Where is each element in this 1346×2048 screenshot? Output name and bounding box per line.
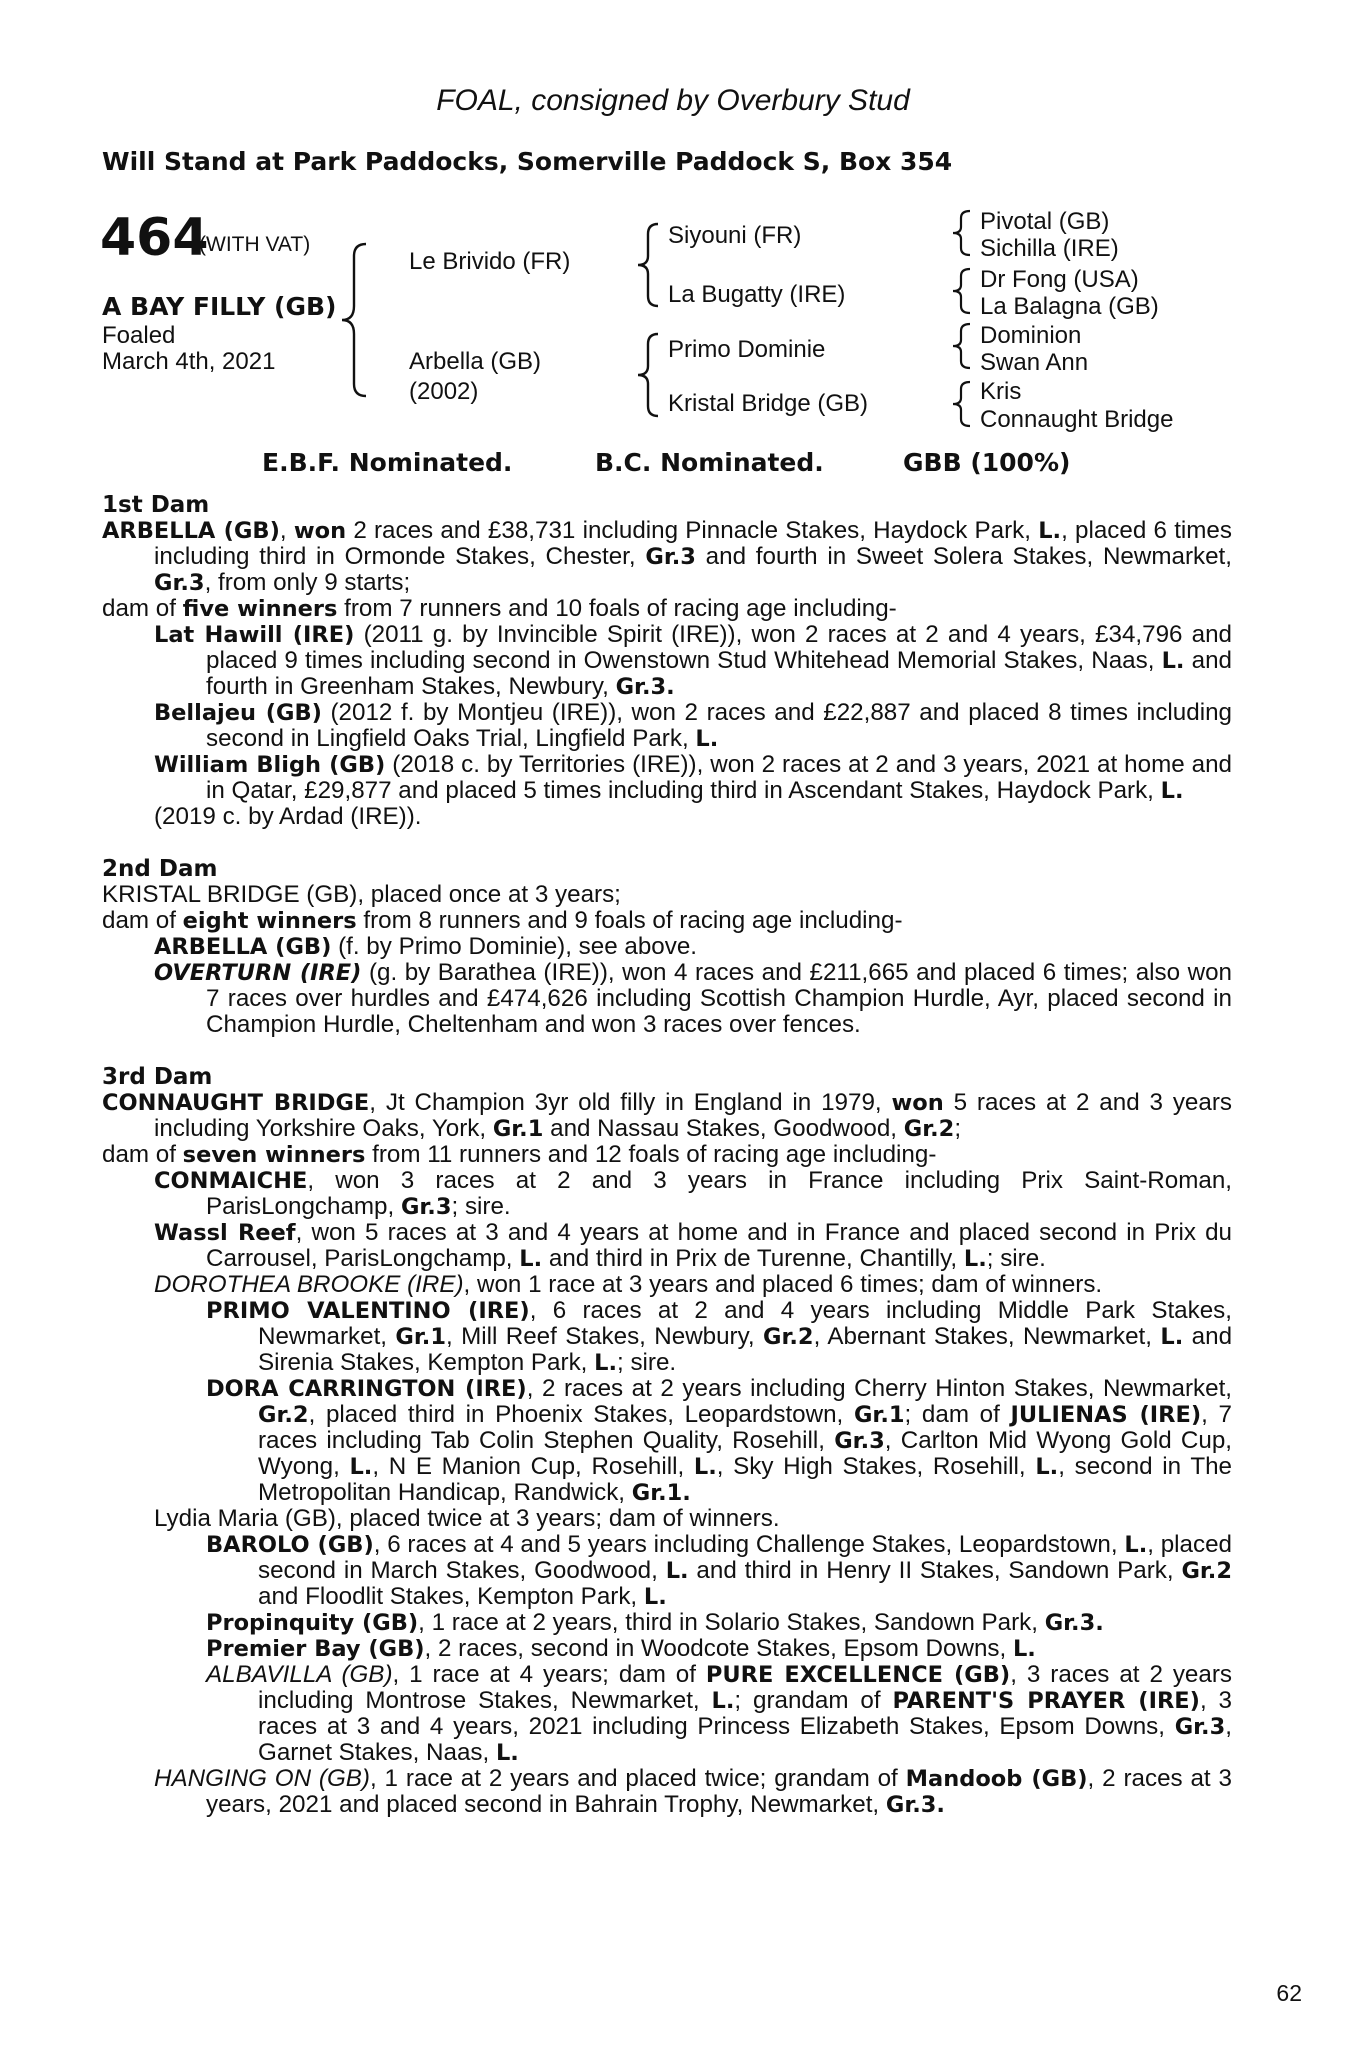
produce-2019-colt: (2019 c. by Ardad (IRE)). <box>154 803 422 830</box>
consignment-line: FOAL, consigned by Overbury Stud <box>436 84 910 117</box>
pedigree-dam: Arbella (GB) <box>409 348 542 375</box>
vat-note: (WITH VAT) <box>199 233 311 256</box>
first-dam-produce-summary: dam of five winners from 7 runners and 10 foals of racing age including- <box>102 595 897 622</box>
nomination-ebf: E.B.F. Nominated. <box>262 448 513 477</box>
produce-albavilla: ALBAVILLA (GB), 1 race at 4 years; dam of PURE EXCELLENCE (GB), 3 races at 2 years including Montrose Stakes, Newmarket, L.; grandam of PARENT'S PRAYER (IRE), 3 races at 3 and 4 years, 2021 including Princess Elizabeth Stakes, Epsom Downs, Gr.3, Garnet Stakes, Naas, L. <box>206 1661 1232 1766</box>
pedigree-sire: Le Brivido (FR) <box>409 248 571 275</box>
stand-location: Will Stand at Park Paddocks, Somerville Paddock S, Box 354 <box>102 147 953 176</box>
third-dam-entry: CONNAUGHT BRIDGE, Jt Champion 3yr old filly in England in 1979, won 5 races at 2 and 3 years including Yorkshire Oaks, York, Gr.1 and Nassau Stakes, Goodwood, Gr.2; <box>102 1089 1232 1142</box>
pedigree-brace-g1 <box>948 208 974 258</box>
catalogue-body <box>102 492 1232 1818</box>
second-dam-produce-summary: dam of eight winners from 8 runners and 9 foals of racing age including- <box>102 907 903 934</box>
produce-lat-hawill: Lat Hawill (IRE) (2011 g. by Invincible Spirit (IRE)), won 2 races at 2 and 4 years, £34,796 and placed 9 times including second in Owenstown Stud Whitehead Memorial Stakes, Naas, L. and fourth in Greenham Stakes, Newbury, Gr.3. <box>154 621 1232 700</box>
pedigree-g5: Dominion <box>980 322 1082 349</box>
pedigree-g2: Sichilla (IRE) <box>980 235 1119 262</box>
horse-title: A BAY FILLY (GB) <box>102 292 337 321</box>
page-number: 62 <box>1276 1980 1302 2006</box>
produce-propinquity: Propinquity (GB), 1 race at 2 years, third in Solario Stakes, Sandown Park, Gr.3. <box>206 1609 1104 1636</box>
third-dam-heading: 3rd Dam <box>102 1064 213 1090</box>
pedigree-brace-g4 <box>948 379 974 429</box>
nomination-bc: B.C. Nominated. <box>595 448 824 477</box>
pedigree-g4: La Balagna (GB) <box>980 293 1159 320</box>
pedigree-brace-dam <box>632 330 662 420</box>
pedigree-g1: Pivotal (GB) <box>980 208 1110 235</box>
pedigree-g6: Swan Ann <box>980 349 1089 376</box>
pedigree-brace-sire <box>632 220 662 310</box>
produce-bellajeu: Bellajeu (GB) (2012 f. by Montjeu (IRE)), won 2 races and £22,887 and placed 8 times including second in Lingfield Oaks Trial, Lingfield Park, L. <box>154 699 1232 752</box>
foaled-label: Foaled <box>102 322 176 349</box>
second-dam-entry: KRISTAL BRIDGE (GB), placed once at 3 years; <box>102 881 621 908</box>
produce-dora-carrington: DORA CARRINGTON (IRE), 2 races at 2 years including Cherry Hinton Stakes, Newmarket, Gr.2, placed third in Phoenix Stakes, Leopardstown, Gr.1; dam of JULIENAS (IRE), 7 races including Tab Colin Stephen Quality, Rosehill, Gr.3, Carlton Mid Wyong Gold Cup, Wyong, L., N E Manion Cup, Rosehill, L., Sky High Stakes, Rosehill, L., second in The Metropolitan Handicap, Randwick, Gr.1. <box>206 1375 1233 1506</box>
pedigree-dam-dam: Kristal Bridge (GB) <box>668 390 869 417</box>
produce-primo-valentino: PRIMO VALENTINO (IRE), 6 races at 2 and 4 years including Middle Park Stakes, Newmarket, Gr.1, Mill Reef Stakes, Newbury, Gr.2, Abernant Stakes, Newmarket, L. and Sirenia Stakes, Kempton Park, L.; sire. <box>206 1297 1233 1376</box>
first-dam-entry: ARBELLA (GB), won 2 races and £38,731 including Pinnacle Stakes, Haydock Park, L., placed 6 times including third in Ormonde Stakes, Chester, Gr.3 and fourth in Sweet Solera Stakes, Newmarket, Gr.3, from only 9 starts; <box>102 517 1232 596</box>
foaled-date: March 4th, 2021 <box>102 348 276 375</box>
produce-conmaiche: CONMAICHE, won 3 races at 2 and 3 years in France including Prix Saint-Roman, ParisLongchamp, Gr.3; sire. <box>154 1167 1232 1220</box>
produce-premier-bay: Premier Bay (GB), 2 races, second in Woodcote Stakes, Epsom Downs, L. <box>206 1635 1036 1662</box>
produce-william-bligh: William Bligh (GB) (2018 c. by Territories (IRE)), won 2 races at 2 and 3 years, 2021 at home and in Qatar, £29,877 and placed 5 times including third in Ascendant Stakes, Haydock Park, L. <box>154 751 1232 804</box>
pedigree-brace-g2 <box>948 266 974 316</box>
lot-number: 464 <box>100 208 209 268</box>
pedigree-dam-year: (2002) <box>409 378 479 405</box>
produce-dorothea-brooke: DOROTHEA BROOKE (IRE), won 1 race at 3 years and placed 6 times; dam of winners. <box>154 1271 1103 1298</box>
pedigree-g7: Kris <box>980 378 1022 405</box>
first-dam-heading: 1st Dam <box>102 492 210 518</box>
produce-barolo: BAROLO (GB), 6 races at 4 and 5 years including Challenge Stakes, Leopardstown, L., placed second in March Stakes, Goodwood, L. and third in Henry II Stakes, Sandown Park, Gr.2 and Floodlit Stakes, Kempton Park, L. <box>206 1531 1233 1610</box>
produce-wassl-reef: Wassl Reef, won 5 races at 3 and 4 years at home and in France and placed second in Prix du Carrousel, ParisLongchamp, L. and third in Prix de Turenne, Chantilly, L.; sire. <box>154 1219 1232 1272</box>
produce-lydia-maria: Lydia Maria (GB), placed twice at 3 years; dam of winners. <box>154 1505 780 1532</box>
produce-hanging-on: HANGING ON (GB), 1 race at 2 years and placed twice; grandam of Mandoob (GB), 2 races at 3 years, 2021 and placed second in Bahrain Trophy, Newmarket, Gr.3. <box>154 1765 1232 1818</box>
pedigree-brace-g3 <box>948 321 974 371</box>
third-dam-produce-summary: dam of seven winners from 11 runners and 12 foals of racing age including- <box>102 1141 937 1168</box>
produce-overturn: OVERTURN (IRE) (g. by Barathea (IRE)), won 4 races and £211,665 and placed 6 times; also won 7 races over hurdles and £474,626 including Scottish Champion Hurdle, Ayr, placed second in Champion Hurdle, Cheltenham and won 3 races over fences. <box>154 959 1232 1038</box>
pedigree-dam-sire: Primo Dominie <box>668 336 826 363</box>
pedigree-brace-main <box>332 240 372 400</box>
pedigree-g8: Connaught Bridge <box>980 406 1174 433</box>
pedigree-sire-sire: Siyouni (FR) <box>668 222 802 249</box>
nomination-gbb: GBB (100%) <box>903 448 1071 477</box>
second-dam-heading: 2nd Dam <box>102 856 218 882</box>
pedigree-g3: Dr Fong (USA) <box>980 266 1139 293</box>
produce-arbella: ARBELLA (GB) (f. by Primo Dominie), see above. <box>154 933 698 960</box>
pedigree-sire-dam: La Bugatty (IRE) <box>668 281 846 308</box>
